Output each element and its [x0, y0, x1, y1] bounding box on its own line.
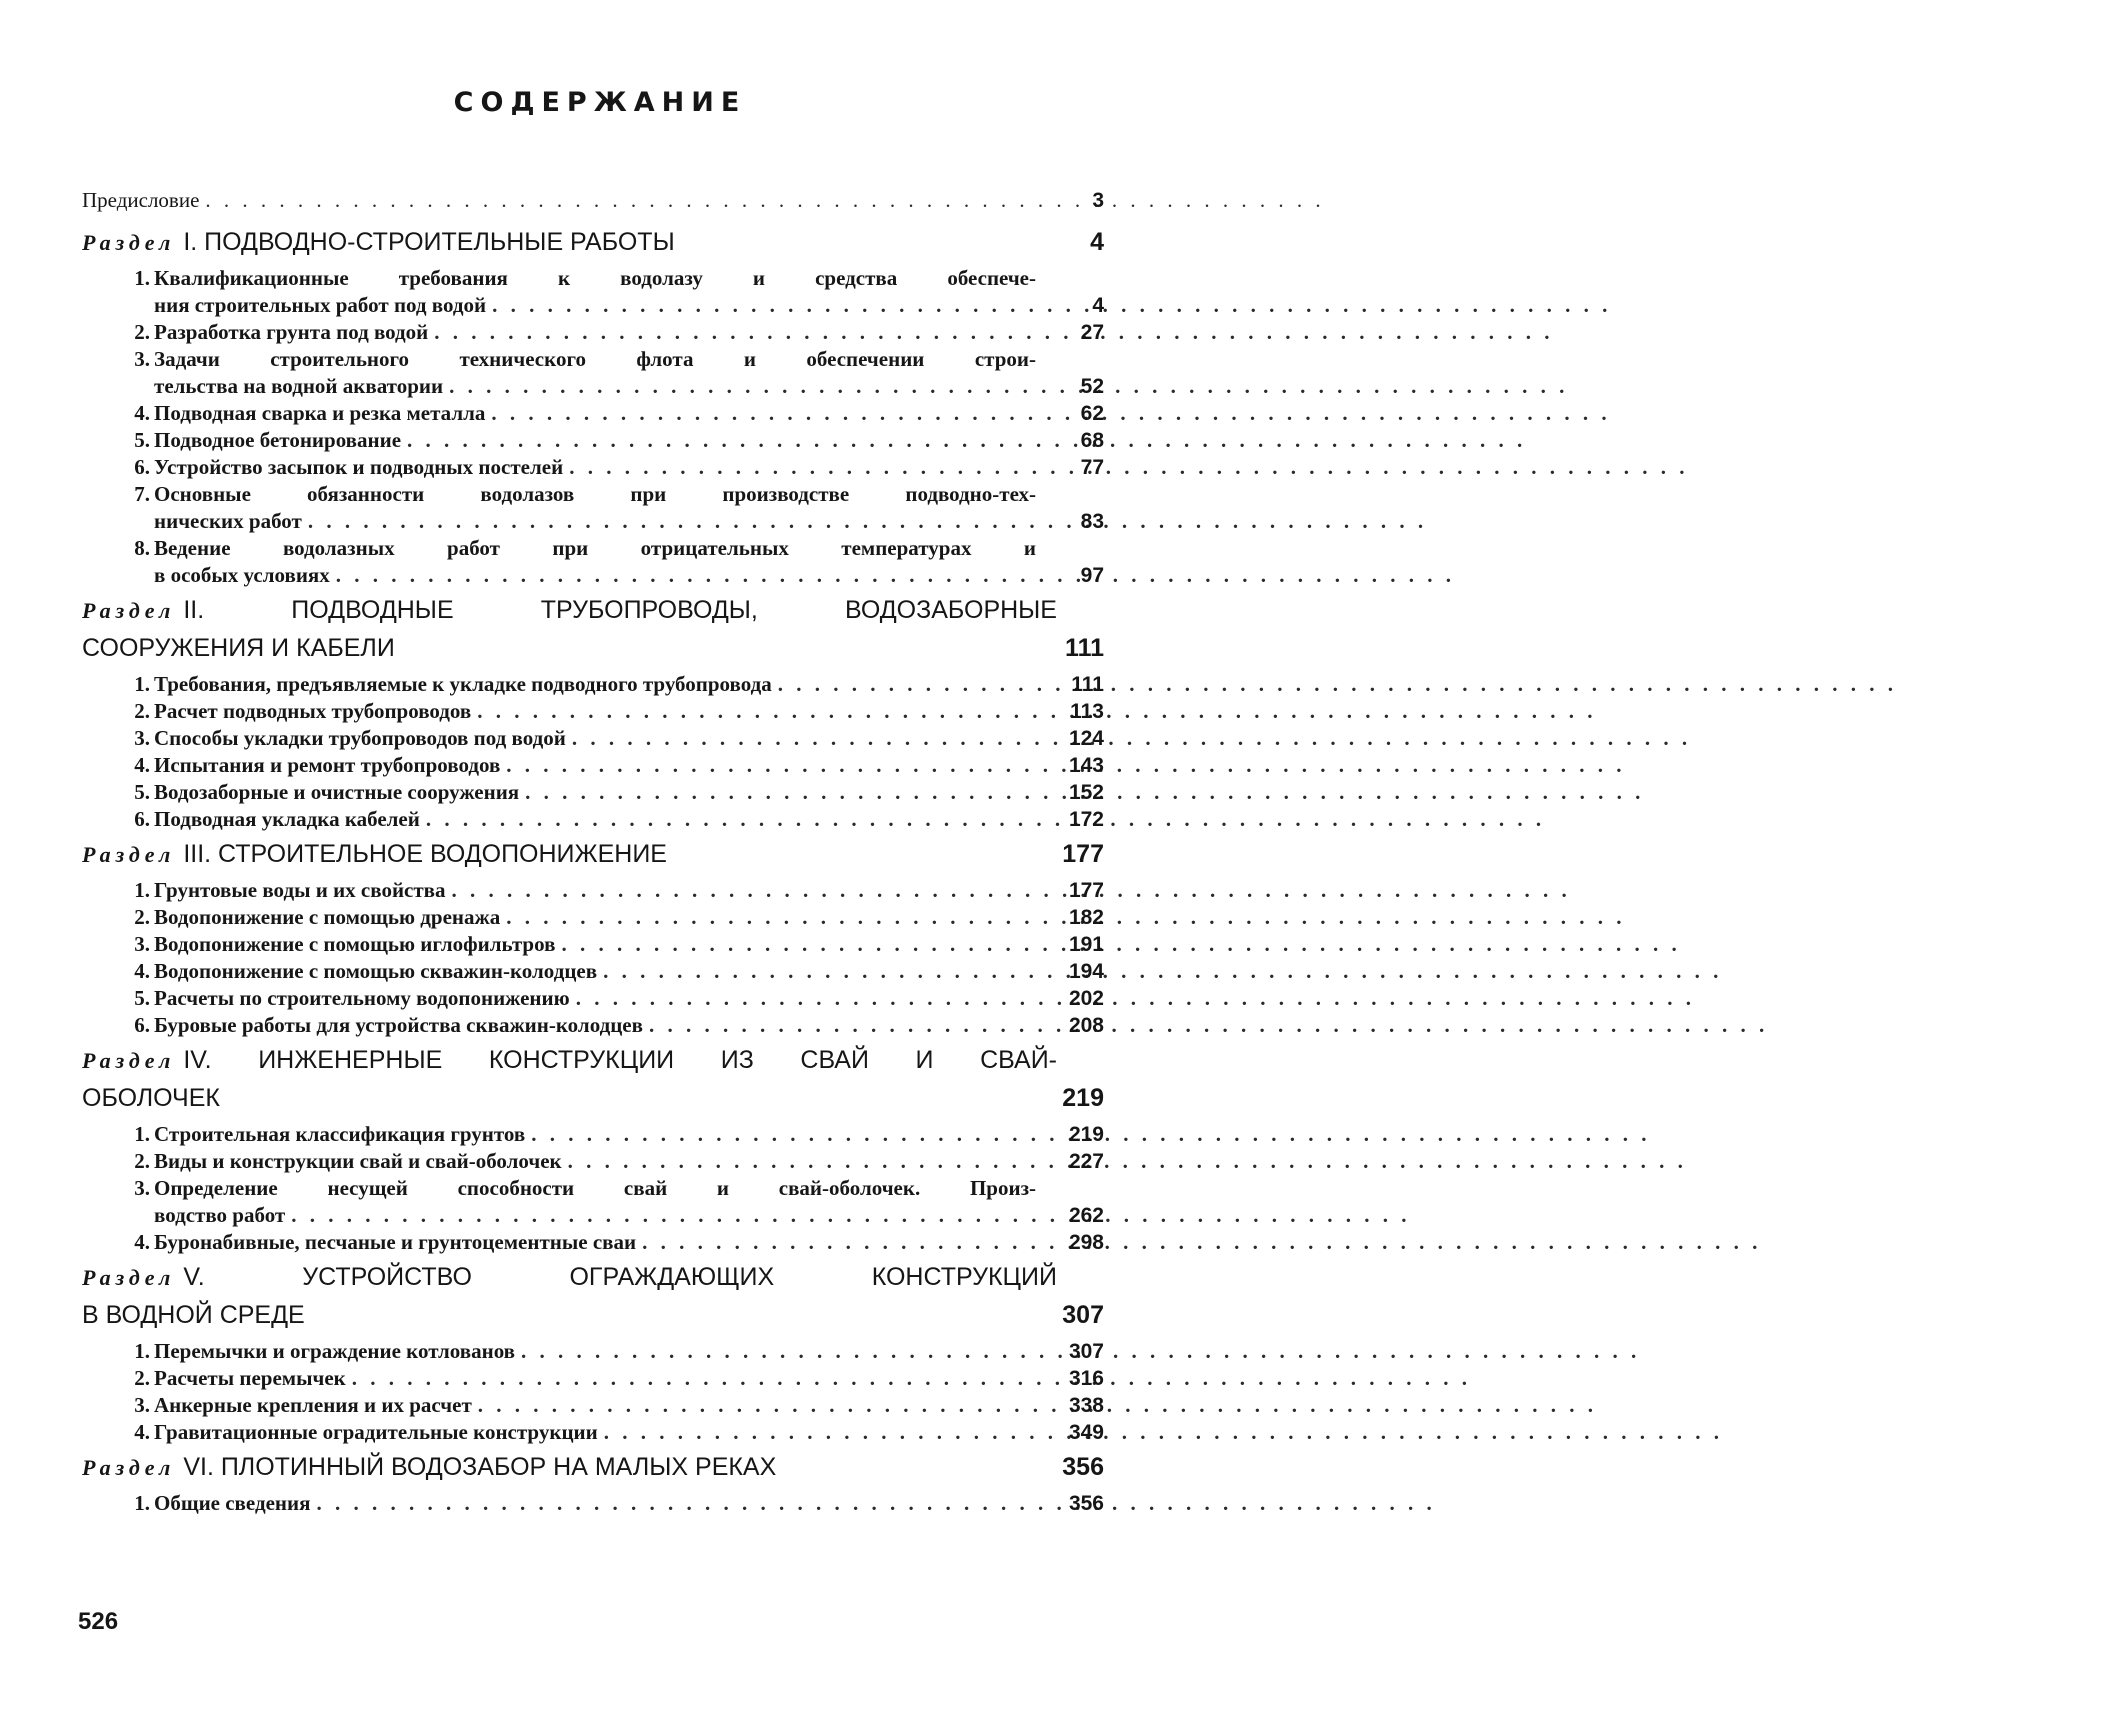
toc-leader: [576, 986, 1058, 1011]
section-title-text: IV. ИНЖЕНЕРНЫЕ КОНСТРУКЦИИ ИЗ СВАЙ И СВАЙ-: [183, 1046, 1057, 1074]
section-label: Раздел: [82, 842, 176, 867]
section-title: [82, 840, 667, 869]
toc-item-text: Перемычки и ограждение котлованов: [154, 1339, 516, 1363]
section-title-line2: ОБОЛОЧЕК: [82, 1084, 220, 1112]
toc-item-number: 3.: [134, 347, 150, 371]
toc-item-page: 124: [1068, 727, 1104, 750]
toc-leader: [352, 1366, 1058, 1391]
toc-leader: [492, 293, 1058, 318]
section-title-line2: СООРУЖЕНИЯ И КАБЕЛИ: [82, 634, 395, 662]
page-heading: СОДЕРЖАНИЕ: [453, 87, 747, 118]
toc-item[interactable]: [82, 1491, 1104, 1518]
section-label: Раздел: [82, 1265, 176, 1290]
toc-item-page: 97: [1080, 564, 1104, 587]
toc-item[interactable]: [82, 320, 1104, 347]
toc-item-text: Задачи строительного технического флота и обеспечении строи-: [154, 347, 1036, 371]
toc-item-number: 2.: [134, 1366, 150, 1390]
toc-leader: [506, 753, 1058, 778]
toc-item[interactable]: [82, 509, 1104, 536]
toc-item-text: Устройство засыпок и подводных постелей: [154, 455, 564, 479]
toc-item[interactable]: [82, 932, 1104, 959]
toc-item-text: Разработка грунта под водой: [154, 320, 429, 344]
section-heading[interactable]: [82, 840, 1104, 878]
toc-item-number: 2.: [134, 699, 150, 723]
toc-leader: [477, 699, 1058, 724]
toc-item-number: 4.: [134, 1420, 150, 1444]
toc-item[interactable]: [82, 986, 1104, 1013]
toc-item-number: 2.: [134, 1149, 150, 1173]
toc-item-text: Ведение водолазных работ при отрицательных температурах и: [154, 536, 1036, 560]
toc-item[interactable]: [82, 1203, 1104, 1230]
toc-item-line1[interactable]: [82, 347, 1104, 374]
toc-item-number: 1.: [134, 1339, 150, 1363]
section-title-text: VI. ПЛОТИННЫЙ ВОДОЗАБОР НА МАЛЫХ РЕКАХ: [183, 1453, 777, 1481]
toc-item-text: Способы укладки трубопроводов под водой: [154, 726, 566, 750]
toc-item-text: Требования, предъявляемые к укладке подводного трубопровода: [154, 672, 772, 696]
toc-item-number: 5.: [134, 986, 150, 1010]
toc-item-page: 349: [1068, 1421, 1104, 1444]
toc-item-number: 4.: [134, 1230, 150, 1254]
toc-item-page: 227: [1068, 1150, 1104, 1173]
section-page: 111: [1065, 634, 1104, 662]
toc-item-text: Подводное бетонирование: [154, 428, 402, 452]
toc-leader: [434, 320, 1058, 345]
toc-item-page: 316: [1068, 1367, 1104, 1390]
section-page: 177: [1062, 840, 1104, 868]
toc-item-number: 6.: [134, 455, 150, 479]
section-title-text: V. УСТРОЙСТВО ОГРАЖДАЮЩИХ КОНСТРУКЦИЙ: [183, 1263, 1057, 1291]
toc-item-page: 202: [1068, 987, 1104, 1010]
toc-item-text: Буронабивные, песчаные и грунтоцементные сваи: [154, 1230, 637, 1254]
section-gap: [82, 1518, 1104, 1524]
section-heading[interactable]: [82, 1301, 1104, 1339]
toc-item-number: 1.: [134, 1122, 150, 1146]
toc-item-text: Водопонижение с помощью иглофильтров: [154, 932, 556, 956]
toc-item-number: 1.: [134, 672, 150, 696]
toc-preface-title: Предисловие: [82, 188, 200, 212]
toc-item-number: 8.: [134, 536, 150, 560]
toc-item-text: Определение несущей способности свай и свай-оболочек. Произ-: [154, 1176, 1036, 1200]
section-label: Раздел: [82, 230, 176, 255]
toc-item[interactable]: [82, 878, 1104, 905]
toc-item-page: 27: [1080, 321, 1104, 344]
section-heading[interactable]: [82, 228, 1104, 266]
toc-item-page: 4: [1092, 294, 1104, 317]
toc-item-text: Анкерные крепления и их расчет: [154, 1393, 472, 1417]
section-title-text: III. СТРОИТЕЛЬНОЕ ВОДОПОНИЖЕНИЕ: [183, 840, 667, 868]
section-title-line1[interactable]: [82, 1263, 1057, 1301]
toc-leader: [572, 726, 1058, 751]
toc-item-number: 6.: [134, 807, 150, 831]
toc-leader: [426, 807, 1058, 832]
toc-item-text-cont: тельства на водной акватории: [154, 374, 444, 398]
toc-item-number: 3.: [134, 726, 150, 750]
toc-item-text-cont: нических работ: [154, 509, 302, 533]
toc-item-text: Грунтовые воды и их свойства: [154, 878, 446, 902]
toc-item[interactable]: [82, 455, 1104, 482]
toc-leader: [291, 1203, 1058, 1228]
section-heading[interactable]: [82, 1084, 1104, 1122]
toc-item-text-cont: водство работ: [154, 1203, 286, 1227]
toc-leader: [308, 509, 1058, 534]
toc-item-text: Расчеты перемычек: [154, 1366, 346, 1390]
toc-item-page: 182: [1068, 906, 1104, 929]
toc-leader: [649, 1013, 1058, 1038]
toc-leader: [642, 1230, 1058, 1255]
toc-item-text: Гравитационные оградительные конструкции: [154, 1420, 598, 1444]
toc-item-text: Квалификационные требования к водолазу и средства обеспече-: [154, 266, 1036, 290]
toc-item-page: 262: [1068, 1204, 1104, 1227]
toc-item[interactable]: [82, 1366, 1104, 1393]
toc-item[interactable]: [82, 401, 1104, 428]
toc-item-number: 1.: [134, 1491, 150, 1515]
toc-item-text-cont: ния строительных работ под водой: [154, 293, 487, 317]
toc-leader: [568, 1149, 1058, 1174]
toc-leader: [452, 878, 1058, 903]
toc-item[interactable]: [82, 1230, 1104, 1257]
section-label: Раздел: [82, 598, 176, 623]
toc-leader: [531, 1122, 1058, 1147]
toc-item-text: Расчеты по строительному водопонижению: [154, 986, 570, 1010]
section-page: 307: [1062, 1301, 1104, 1329]
toc-item-number: 3.: [134, 1176, 150, 1200]
section-label: Раздел: [82, 1048, 176, 1073]
toc-item[interactable]: [82, 1149, 1104, 1176]
toc-item-number: 2.: [134, 320, 150, 344]
section-title-line2: В ВОДНОЙ СРЕДЕ: [82, 1301, 305, 1329]
toc-item[interactable]: [82, 959, 1104, 986]
toc-item[interactable]: [82, 1393, 1104, 1420]
toc-leader: [569, 455, 1058, 480]
toc-item-line1[interactable]: [82, 536, 1104, 563]
toc-leader: [407, 428, 1058, 453]
section-page: 219: [1062, 1084, 1104, 1112]
page-number: 526: [78, 1608, 119, 1635]
toc-leader: [336, 563, 1058, 588]
toc-item[interactable]: [82, 1339, 1104, 1366]
toc-leader: [525, 780, 1058, 805]
toc-item-page: 219: [1068, 1123, 1104, 1146]
toc-item-page: 338: [1068, 1394, 1104, 1417]
toc-leader: [449, 374, 1058, 399]
toc-item-text: Буровые работы для устройства скважин-колодцев: [154, 1013, 643, 1037]
toc-item-page: 111: [1071, 673, 1104, 696]
toc-item-number: 6.: [134, 1013, 150, 1037]
section-heading[interactable]: [82, 634, 1104, 672]
section-page: 356: [1062, 1453, 1104, 1481]
toc-item[interactable]: [82, 726, 1104, 753]
toc-item-text: Общие сведения: [154, 1491, 311, 1515]
toc-item[interactable]: [82, 807, 1104, 834]
toc-item[interactable]: [82, 1013, 1104, 1040]
toc-item-number: 4.: [134, 401, 150, 425]
toc-item-page: 194: [1068, 960, 1104, 983]
toc-item-line1[interactable]: [82, 482, 1104, 509]
toc-preface-page: 3: [1092, 189, 1104, 212]
toc-item-number: 2.: [134, 905, 150, 929]
toc-leader: [316, 1491, 1058, 1516]
section-page: 4: [1090, 228, 1104, 256]
toc-item-page: 83: [1080, 510, 1104, 533]
toc-item-page: 62: [1080, 402, 1104, 425]
toc-item-line1[interactable]: [82, 266, 1104, 293]
toc-item[interactable]: [82, 428, 1104, 455]
toc-item-text: Строительная классификация грунтов: [154, 1122, 526, 1146]
toc-leader: [603, 959, 1058, 984]
toc-leader: [491, 401, 1058, 426]
table-of-contents: [82, 188, 1104, 1524]
toc-item-page: 298: [1068, 1231, 1104, 1254]
toc-item-page: 356: [1068, 1492, 1104, 1515]
toc-item-page: 143: [1068, 754, 1104, 777]
toc-item-page: 152: [1068, 781, 1104, 804]
section-title: [82, 1453, 776, 1482]
toc-item-page: 113: [1070, 700, 1104, 723]
section-title-text: II. ПОДВОДНЫЕ ТРУБОПРОВОДЫ, ВОДОЗАБОРНЫЕ: [183, 596, 1057, 624]
toc-item-text: Основные обязанности водолазов при производстве подводно-тех-: [154, 482, 1036, 506]
toc-item-number: 3.: [134, 1393, 150, 1417]
toc-item-number: 4.: [134, 753, 150, 777]
toc-item-number: 3.: [134, 932, 150, 956]
toc-item-number: 4.: [134, 959, 150, 983]
toc-leader: [778, 672, 1058, 697]
toc-item-number: 1.: [134, 878, 150, 902]
toc-leader: [205, 188, 1058, 213]
toc-leader: [506, 905, 1058, 930]
toc-leader: [478, 1393, 1058, 1418]
toc-item[interactable]: [82, 672, 1104, 699]
toc-item[interactable]: [82, 753, 1104, 780]
toc-item[interactable]: [82, 905, 1104, 932]
section-title-text: I. ПОДВОДНО-СТРОИТЕЛЬНЫЕ РАБОТЫ: [183, 228, 675, 256]
toc-item[interactable]: [82, 293, 1104, 320]
section-heading[interactable]: [82, 1453, 1104, 1491]
toc-item-text: Испытания и ремонт трубопроводов: [154, 753, 501, 777]
toc-item-number: 1.: [134, 266, 150, 290]
toc-item[interactable]: [82, 563, 1104, 590]
toc-item-text: Водопонижение с помощью скважин-колодцев: [154, 959, 598, 983]
toc-item-number: 5.: [134, 780, 150, 804]
toc-item-text: Водопонижение с помощью дренажа: [154, 905, 501, 929]
toc-item[interactable]: [82, 1420, 1104, 1447]
toc-item[interactable]: [82, 780, 1104, 807]
toc-leader: [561, 932, 1058, 957]
toc-item-page: 177: [1068, 879, 1104, 902]
section-label: Раздел: [82, 1455, 176, 1480]
toc-item-text: Подводная укладка кабелей: [154, 807, 420, 831]
toc-item-line1[interactable]: [82, 1176, 1104, 1203]
toc-item-number: 7.: [134, 482, 150, 506]
section-title-line1[interactable]: [82, 596, 1057, 634]
toc-item-page: 307: [1068, 1340, 1104, 1363]
toc-item-text: Расчет подводных трубопроводов: [154, 699, 472, 723]
toc-leader: [521, 1339, 1058, 1364]
toc-item[interactable]: [82, 1122, 1104, 1149]
toc-item-page: 52: [1080, 375, 1104, 398]
toc-item[interactable]: [82, 699, 1104, 726]
section-title-line1[interactable]: [82, 1046, 1057, 1084]
toc-item-text: Водозаборные и очистные сооружения: [154, 780, 520, 804]
toc-item-text: Подводная сварка и резка металла: [154, 401, 486, 425]
toc-item-page: 172: [1068, 808, 1104, 831]
toc-item-page: 77: [1080, 456, 1104, 479]
toc-preface[interactable]: [82, 188, 1104, 228]
section-title: [82, 228, 675, 257]
toc-item-number: 5.: [134, 428, 150, 452]
toc-item-text: Виды и конструкции свай и свай-оболочек: [154, 1149, 562, 1173]
toc-item-text-cont: в особых условиях: [154, 563, 330, 587]
toc-item-page: 68: [1080, 429, 1104, 452]
toc-item[interactable]: [82, 374, 1104, 401]
toc-item-page: 208: [1068, 1014, 1104, 1037]
toc-leader: [604, 1420, 1058, 1445]
toc-item-page: 191: [1068, 933, 1104, 956]
